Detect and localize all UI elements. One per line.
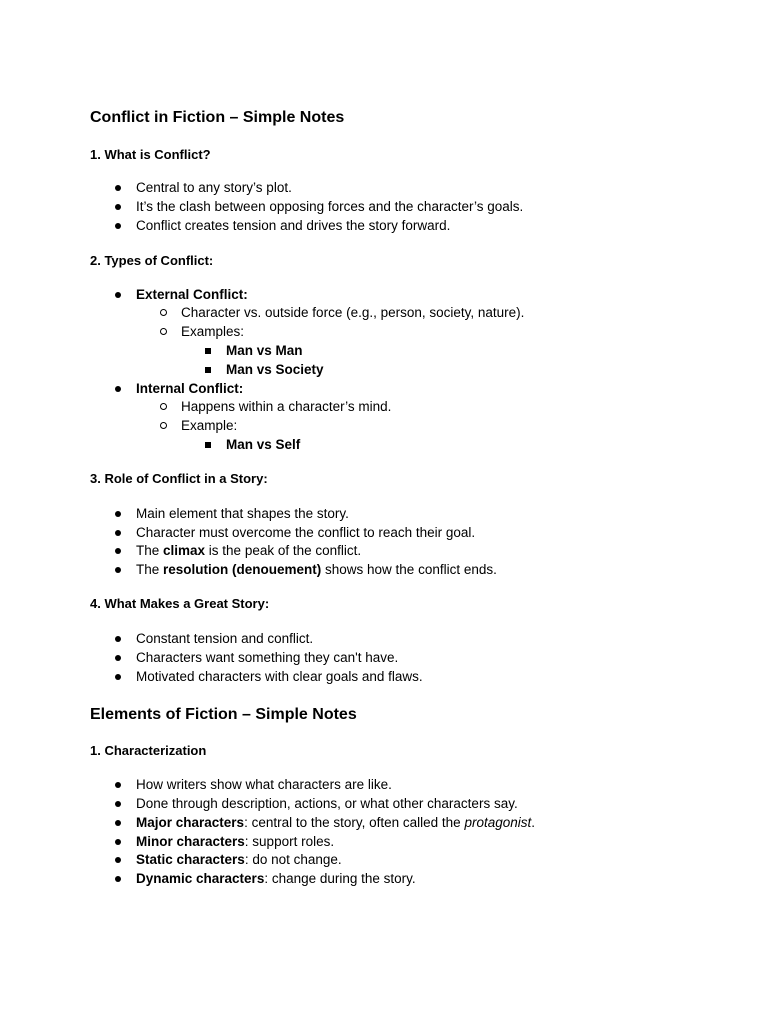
minor-characters-term: Minor characters <box>136 834 245 849</box>
bullet-icon <box>103 833 133 851</box>
bullet-icon <box>103 630 133 648</box>
bullet-icon <box>103 179 133 197</box>
conflict-section1-heading: 1. What is Conflict? <box>90 147 211 162</box>
dynamic-characters-term: Dynamic characters <box>136 871 265 886</box>
bullet-icon <box>103 542 133 560</box>
conflict-section4-heading: 4. What Makes a Great Story: <box>90 596 270 611</box>
circle-bullet-icon <box>148 304 178 322</box>
list-item: Static characters: do not change. <box>136 852 342 867</box>
bullet-icon <box>103 814 133 832</box>
internal-conflict-label: Internal Conflict: <box>136 381 244 396</box>
circle-bullet-icon <box>148 398 178 416</box>
major-characters-term: Major characters <box>136 815 245 830</box>
bullet-icon <box>103 505 133 523</box>
bullet-icon <box>103 668 133 686</box>
protagonist-term: protagonist <box>464 815 532 830</box>
list-item: How writers show what characters are like. <box>136 777 392 792</box>
list-item: Minor characters: support roles. <box>136 834 335 849</box>
list-item: It’s the clash between opposing forces and the character’s goals. <box>136 199 524 214</box>
conflict-section2-heading: 2. Types of Conflict: <box>90 253 214 268</box>
bullet-icon <box>103 286 133 304</box>
list-item: Characters want something they can't have. <box>136 650 399 665</box>
list-item: Main element that shapes the story. <box>136 506 349 521</box>
list-item: Man vs Society <box>226 362 324 377</box>
elements-section1-heading: 1. Characterization <box>90 743 207 758</box>
list-item: Character vs. outside force (e.g., person, society, nature). <box>181 305 525 320</box>
bullet-icon <box>103 198 133 216</box>
elements-title: Elements of Fiction – Simple Notes <box>90 706 357 723</box>
external-conflict-label: External Conflict: <box>136 287 248 302</box>
circle-bullet-icon <box>148 417 178 435</box>
resolution-term: resolution (denouement) <box>163 562 322 577</box>
bullet-icon <box>103 795 133 813</box>
bullet-icon <box>103 380 133 398</box>
circle-bullet-icon <box>148 323 178 341</box>
list-item: Dynamic characters: change during the story. <box>136 871 416 886</box>
list-item: The resolution (denouement) shows how the conflict ends. <box>136 562 497 577</box>
climax-term: climax <box>163 543 206 558</box>
square-bullet-icon <box>193 436 223 454</box>
conflict-section3-heading: 3. Role of Conflict in a Story: <box>90 471 268 486</box>
static-characters-term: Static characters <box>136 852 245 867</box>
bullet-icon <box>103 649 133 667</box>
list-item: Character must overcome the conflict to reach their goal. <box>136 525 476 540</box>
list-item: Happens within a character’s mind. <box>181 399 392 414</box>
list-item: Done through description, actions, or what other characters say. <box>136 796 518 811</box>
list-item: Motivated characters with clear goals and flaws. <box>136 669 423 684</box>
list-item: Example: <box>181 418 238 433</box>
list-item: Man vs Man <box>226 343 303 358</box>
bullet-icon <box>103 217 133 235</box>
conflict-title: Conflict in Fiction – Simple Notes <box>90 109 345 126</box>
list-item: Man vs Self <box>226 437 301 452</box>
list-item: Examples: <box>181 324 245 339</box>
bullet-icon <box>103 524 133 542</box>
list-item: Conflict creates tension and drives the story forward. <box>136 218 451 233</box>
bullet-icon <box>103 851 133 869</box>
list-item: Central to any story’s plot. <box>136 180 292 195</box>
list-item: Constant tension and conflict. <box>136 631 314 646</box>
list-item: Major characters: central to the story, often called the protagonist. <box>136 815 535 830</box>
square-bullet-icon <box>193 342 223 360</box>
bullet-icon <box>103 561 133 579</box>
bullet-icon <box>103 776 133 794</box>
bullet-icon <box>103 870 133 888</box>
square-bullet-icon <box>193 361 223 379</box>
list-item: The climax is the peak of the conflict. <box>136 543 362 558</box>
